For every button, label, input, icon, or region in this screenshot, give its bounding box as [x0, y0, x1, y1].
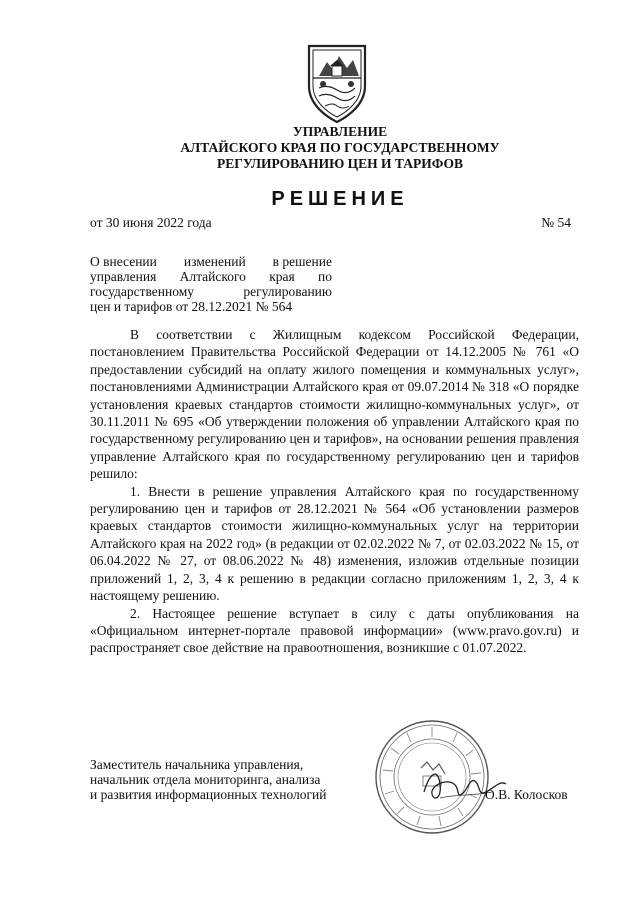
- subject-word: Алтайского: [179, 269, 246, 284]
- subject-word: изменений: [183, 254, 246, 269]
- organization-name: [60, 124, 620, 172]
- subject-word: государственному: [90, 284, 195, 299]
- subject-line-1: [90, 254, 332, 269]
- signatory-line-1: Заместитель начальника управления,: [90, 757, 304, 772]
- signatory-position: [90, 757, 327, 802]
- document-body: [90, 326, 579, 657]
- subject-word: края: [269, 269, 295, 284]
- document-date: от 30 июня 2022 года: [90, 215, 212, 230]
- subject-word: по: [318, 269, 332, 284]
- document-number: № 54: [541, 215, 571, 230]
- org-line-3: РЕГУЛИРОВАНИЮ ЦЕН И ТАРИФОВ: [216, 156, 464, 171]
- signatory-name: О.В. Колосков: [485, 787, 568, 802]
- subject-word: в решение: [272, 254, 332, 269]
- document-title: РЕШЕНИЕ: [271, 188, 409, 210]
- subject-word: регулированию: [243, 284, 332, 299]
- body-paragraph-item-2: 2. Настоящее решение вступает в силу с даты опубликования на «Официальном интернет-портале правовой информации» (www.pravo.gov.ru) и распространяет свое действие на правоотношения, возникшие с 01.07.2022.: [90, 605, 579, 656]
- subject-word: управления: [90, 269, 157, 284]
- subject-line-3: [90, 284, 332, 299]
- document-subject: [90, 254, 332, 314]
- org-line-1: УПРАВЛЕНИЕ: [292, 124, 388, 139]
- subject-word: О внесении: [90, 254, 157, 269]
- signatory-line-2: начальник отдела мониторинга, анализа: [90, 772, 321, 787]
- subject-line-2: [90, 269, 332, 284]
- org-line-2: АЛТАЙСКОГО КРАЯ ПО ГОСУДАРСТВЕННОМУ: [180, 140, 500, 155]
- body-paragraph-preamble: В соответствии с Жилищным кодексом Российской Федерации, постановлением Правительства Российской Федерации от 14.12.2005 № 761 «О предоставлении субсидий на оплату жилого помещения и коммунальных услуг», постановлениями Администрации Алтайского края от 09.07.2014 № 318 «О порядке установления краевых стандартов стоимости жилищно-коммунальных услуг», от 30.11.2011 № 695 «Об утверждении положения об управлении Алтайского края по государственному регулированию цен и тарифов», на основании решения правления управление Алтайского края по государственному регулированию цен и тарифов решило:: [90, 327, 579, 482]
- subject-line-4: цен и тарифов от 28.12.2021 № 564: [90, 299, 293, 314]
- signatory-line-3: и развития информационных технологий: [90, 787, 327, 802]
- coat-of-arms-icon: [297, 40, 377, 124]
- body-paragraph-item-1: 1. Внести в решение управления Алтайского края по государственному регулированию цен и тарифов от 28.12.2021 № 564 «Об установлении размеров краевых стандартов стоимости жилищно-коммунальных услуг на территории Алтайского края на 2022 год» (в редакции от 02.02.2022 № 7, от 02.03.2022 № 15, от 06.04.2022 № 27, от 08.06.2022 № 48) изменения, изложив отдельные позиции приложений 1, 2, 3, 4 к решению в редакции согласно приложениям 1, 2, 3, 4 к настоящему решению.: [90, 483, 579, 604]
